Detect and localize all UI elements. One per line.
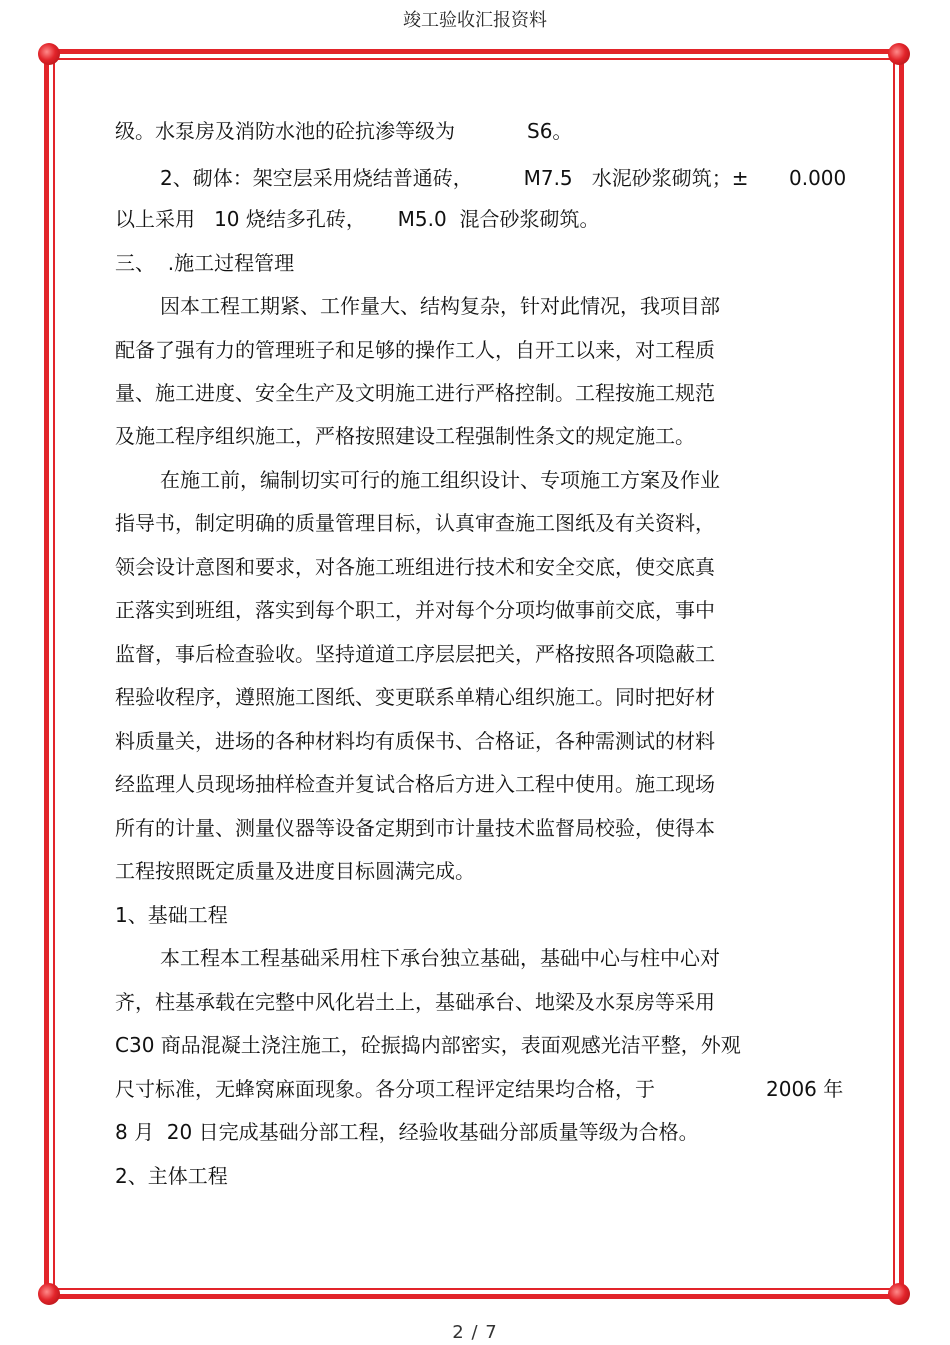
subsection-heading: 2、主体工程 bbox=[115, 1164, 228, 1188]
border-corner-ornament-icon bbox=[888, 43, 910, 65]
paragraph-line: 经监理人员现场抽样检查并复试合格后方进入工程中使用。施工现场 bbox=[115, 772, 715, 796]
paragraph-line: 监督，事后检查验收。坚持道道工序层层把关，严格按照各项隐蔽工 bbox=[115, 642, 715, 666]
paragraph-line: 正落实到班组，落实到每个职工，并对每个分项均做事前交底，事中 bbox=[115, 598, 715, 622]
text-line: 级。水泵房及消防水池的砼抗渗等级为 bbox=[115, 119, 455, 143]
subsection-heading: 1、基础工程 bbox=[115, 903, 228, 927]
document-header-title: 竣工验收汇报资料 bbox=[403, 10, 547, 31]
paragraph-line: 配备了强有力的管理班子和足够的操作工人，自开工以来，对工程质 bbox=[115, 338, 715, 362]
section-heading: 三、 .施工过程管理 bbox=[115, 251, 295, 275]
paragraph-line: 尺寸标准，无蜂窝麻面现象。各分项工程评定结果均合格，于 bbox=[115, 1077, 655, 1101]
border-corner-ornament-icon bbox=[38, 43, 60, 65]
text-line-tail: 2006 年 bbox=[766, 1077, 844, 1101]
paragraph-line: 工程按照既定质量及进度目标圆满完成。 bbox=[115, 859, 475, 883]
border-corner-ornament-icon bbox=[888, 1283, 910, 1305]
paragraph-line: 本工程本工程基础采用柱下承台独立基础，基础中心与柱中心对 bbox=[160, 946, 720, 970]
paragraph-line: 程验收程序，遵照施工图纸、变更联系单精心组织施工。同时把好材 bbox=[115, 685, 715, 709]
decorative-page-border-inner bbox=[53, 58, 895, 1290]
paragraph-line: 所有的计量、测量仪器等设备定期到市计量技术监督局校验，使得本 bbox=[115, 816, 715, 840]
text-line-tail: S6。 bbox=[527, 119, 573, 143]
paragraph-line: 及施工程序组织施工，严格按照建设工程强制性条文的规定施工。 bbox=[115, 424, 695, 448]
page-number: 2 / 7 bbox=[452, 1322, 498, 1343]
text-line: 以上采用 10 烧结多孔砖， M5.0 混合砂浆砌筑。 bbox=[115, 207, 600, 231]
paragraph-line: 齐，柱基承载在完整中风化岩土上，基础承台、地梁及水泵房等采用 bbox=[115, 990, 715, 1014]
paragraph-line: 在施工前，编制切实可行的施工组织设计、专项施工方案及作业 bbox=[160, 468, 720, 492]
paragraph-line: C30 商品混凝土浇注施工，砼振捣内部密实，表面观感光洁平整，外观 bbox=[115, 1033, 741, 1057]
paragraph-line: 指导书，制定明确的质量管理目标，认真审查施工图纸及有关资料， bbox=[115, 511, 715, 535]
text-line-tail: 0.000 bbox=[789, 166, 847, 190]
border-corner-ornament-icon bbox=[38, 1283, 60, 1305]
paragraph-line: 料质量关，进场的各种材料均有质保书、合格证，各种需测试的材料 bbox=[115, 729, 715, 753]
paragraph-line: 领会设计意图和要求，对各施工班组进行技术和安全交底，使交底真 bbox=[115, 555, 715, 579]
paragraph-line: 量、施工进度、安全生产及文明施工进行严格控制。工程按施工规范 bbox=[115, 381, 715, 405]
text-line: 2、砌体：架空层采用烧结普通砖， M7.5 水泥砂浆砌筑；± bbox=[160, 166, 749, 190]
paragraph-line: 8 月 20 日完成基础分部工程，经验收基础分部质量等级为合格。 bbox=[115, 1120, 699, 1144]
paragraph-line: 因本工程工期紧、工作量大、结构复杂，针对此情况，我项目部 bbox=[160, 294, 720, 318]
